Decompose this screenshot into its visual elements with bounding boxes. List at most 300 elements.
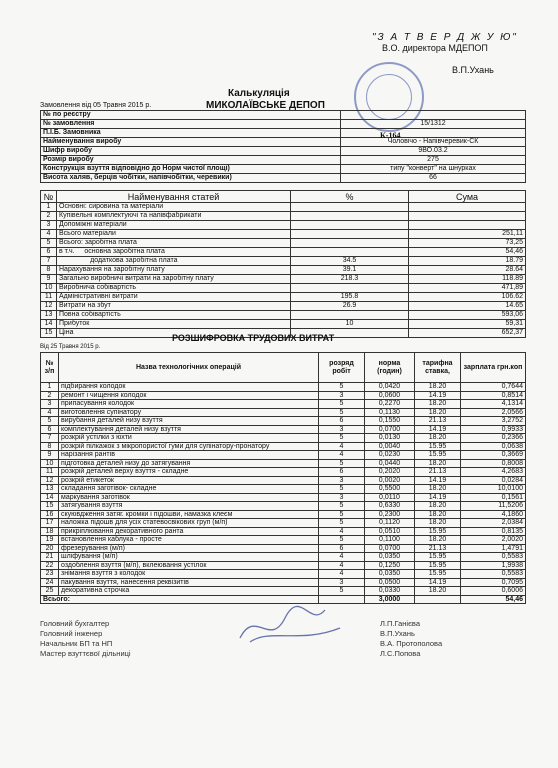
labor-pay: 2,0384: [461, 519, 526, 528]
summary-sum: [409, 248, 526, 257]
summary-pct: [291, 311, 409, 320]
labor-op: шліфування (м/п): [59, 553, 319, 562]
summary-row: [41, 266, 526, 275]
header-row: [41, 165, 526, 174]
labor-norm: 0,0700: [365, 425, 415, 434]
summary-sum-value: 118.89: [502, 275, 523, 282]
labor-rate: 21.13: [415, 544, 461, 553]
summary-name: Виробнича собівартість: [57, 284, 291, 293]
labor-rate: 18.20: [415, 510, 461, 519]
labor-head-pay: зарплата грн.коп: [461, 353, 526, 383]
labor-grade: 5: [319, 510, 365, 519]
summary-sum-value: 251,11: [502, 230, 523, 237]
labor-op: встановлення каблука - просте: [59, 536, 319, 545]
header-value: 15/1312: [341, 120, 526, 129]
labor-norm: 0,0600: [365, 391, 415, 400]
header-row: [41, 147, 526, 156]
summary-name: Повна собівартість: [57, 311, 291, 320]
labor-grade: 3: [319, 476, 365, 485]
labor-row: [41, 442, 526, 451]
labor-rate: 14.19: [415, 578, 461, 587]
labor-row: [41, 400, 526, 409]
labor-pay: 0,3669: [461, 451, 526, 460]
labor-row: [41, 485, 526, 494]
summary-name: Адміністративні витрати: [57, 293, 291, 302]
labor-op: декоративна строчка: [59, 587, 319, 596]
labor-op: пакування взуття, нанесення реквізитів: [59, 578, 319, 587]
summary-sum-value: 471,89: [501, 284, 523, 291]
labor-date: Від 25 Травня 2015 р.: [40, 344, 101, 350]
labor-n: 9: [41, 451, 59, 460]
summary-pct: [291, 248, 409, 257]
summary-sum: [409, 311, 526, 320]
labor-grade: 5: [319, 502, 365, 511]
labor-op: фрезерування (м/п): [59, 544, 319, 553]
labor-row: [41, 425, 526, 434]
labor-norm: 0,5500: [365, 485, 415, 494]
header-label: Висота халяв, берців чобітки, напівчобітки, черевики): [41, 174, 341, 183]
labor-row: [41, 468, 526, 477]
labor-n: 16: [41, 510, 59, 519]
labor-title: РОЗШИФРОВКА ТРУДОВИХ ВИТРАТ: [172, 333, 335, 343]
labor-row: [41, 476, 526, 485]
labor-op: виготовлення супінатору: [59, 408, 319, 417]
summary-sum-value: 28.64: [505, 266, 523, 273]
labor-total-pay: 54,46: [461, 595, 526, 604]
summary-name: Нарахування на заробітну плату: [57, 266, 291, 275]
labor-n: 5: [41, 417, 59, 426]
labor-norm: 0,6330: [365, 502, 415, 511]
labor-n: 3: [41, 400, 59, 409]
labor-norm: 0,1100: [365, 536, 415, 545]
labor-grade: 5: [319, 587, 365, 596]
summary-name: Допоміжні матеріали: [57, 221, 291, 230]
labor-grade: 5: [319, 459, 365, 468]
labor-rate: 15.95: [415, 442, 461, 451]
handwritten-code: К-164: [380, 131, 401, 140]
labor-n: 21: [41, 553, 59, 562]
summary-sum: [409, 329, 526, 338]
header-label: П.І.Б. Замовника: [41, 129, 341, 138]
labor-row: [41, 391, 526, 400]
labor-row: [41, 570, 526, 579]
summary-row: [41, 248, 526, 257]
labor-pay: 11,5206: [461, 502, 526, 511]
labor-pay: 0,5583: [461, 553, 526, 562]
labor-n: 18: [41, 527, 59, 536]
summary-sum: [409, 266, 526, 275]
signature-row: [40, 638, 460, 648]
labor-n: 4: [41, 408, 59, 417]
labor-norm: 0,0130: [365, 434, 415, 443]
labor-op: припасування колодок: [59, 400, 319, 409]
summary-sum: [409, 257, 526, 266]
summary-sum-value: 106.62: [501, 293, 523, 300]
signature-role: Головний бухгалтер: [40, 618, 110, 628]
labor-head-grade: розряд робіт: [319, 353, 365, 383]
labor-pay: 4,2683: [461, 468, 526, 477]
summary-n: 14: [41, 320, 57, 329]
labor-row: [41, 493, 526, 502]
summary-row: [41, 239, 526, 248]
summary-n: 1: [41, 203, 57, 212]
labor-n: 7: [41, 434, 59, 443]
summary-n: 8: [41, 266, 57, 275]
labor-row: [41, 459, 526, 468]
labor-pay: 10,0100: [461, 485, 526, 494]
header-row: [41, 120, 526, 129]
labor-rate: 18.20: [415, 400, 461, 409]
labor-norm: 0,0350: [365, 570, 415, 579]
summary-sum: [409, 239, 526, 248]
summary-row: [41, 212, 526, 221]
header-value: [341, 111, 526, 120]
summary-name: в т.ч. основна заробітна плата: [57, 248, 291, 257]
summary-pct: [291, 203, 409, 212]
labor-grade: 5: [319, 408, 365, 417]
labor-head-norm: норма (годин): [365, 353, 415, 383]
header-row: [41, 156, 526, 165]
labor-op: підготовка деталей низу до затягування: [59, 459, 319, 468]
header-value: типу "конверт" на шнурках: [341, 165, 526, 174]
labor-grade: 3: [319, 425, 365, 434]
header-row: [41, 174, 526, 183]
summary-sum: [409, 230, 526, 239]
labor-grade: 6: [319, 544, 365, 553]
labor-norm: 0,0700: [365, 544, 415, 553]
labor-n: 14: [41, 493, 59, 502]
labor-op: наложка підошв для усіх статевосвікових груп (м/п): [59, 519, 319, 528]
labor-grade: 3: [319, 493, 365, 502]
signature-row: [40, 648, 460, 658]
approval-name: В.П.Ухань: [452, 65, 494, 75]
order-date: Замовлення від 05 Травня 2015 р.: [40, 102, 152, 109]
labor-n: 24: [41, 578, 59, 587]
header-label: № замовлення: [41, 120, 341, 129]
labor-n: 22: [41, 561, 59, 570]
summary-name: додаткова заробітна плата: [57, 257, 291, 266]
labor-pay: 4,1314: [461, 400, 526, 409]
labor-pay: 0,8135: [461, 527, 526, 536]
header-row: [41, 111, 526, 120]
labor-grade: 4: [319, 527, 365, 536]
labor-rate: 18.20: [415, 383, 461, 392]
labor-rate: 15.95: [415, 570, 461, 579]
labor-row: [41, 578, 526, 587]
labor-pay: 2,0020: [461, 536, 526, 545]
labor-row: [41, 587, 526, 596]
approval-position: В.О. директора МДЕПОП: [382, 43, 488, 53]
labor-norm: 0,0110: [365, 493, 415, 502]
summary-sum-value: 59,31: [505, 320, 523, 327]
labor-rate: 18.20: [415, 587, 461, 596]
labor-pay: 4,1860: [461, 510, 526, 519]
summary-n: 2: [41, 212, 57, 221]
labor-rate: 15.95: [415, 451, 461, 460]
labor-norm: 0,0420: [365, 383, 415, 392]
labor-n: 2: [41, 391, 59, 400]
labor-rate: 15.95: [415, 553, 461, 562]
header-label: Розмір виробу: [41, 156, 341, 165]
summary-head-name: Найменування статей: [57, 191, 291, 203]
labor-op: розкрій деталей верху взуття - складне: [59, 468, 319, 477]
labor-op: нарізання рантів: [59, 451, 319, 460]
summary-row: [41, 320, 526, 329]
summary-sum-value: 593,06: [501, 311, 523, 318]
labor-grade: 3: [319, 578, 365, 587]
labor-n: 12: [41, 476, 59, 485]
summary-name: Купівельні комплектуючі та напівфабрикати: [57, 212, 291, 221]
labor-grade: 4: [319, 451, 365, 460]
summary-n: 10: [41, 284, 57, 293]
header-value: Чоловічо - Напівчеревик-СК: [341, 138, 526, 147]
header-label: Конструкція взуття відповідно до Норм чистої площі): [41, 165, 341, 174]
signatures-block: [40, 618, 460, 658]
labor-op: комплектування деталей низу взуття: [59, 425, 319, 434]
summary-sum: [409, 203, 526, 212]
summary-name: Прибуток: [57, 320, 291, 329]
labor-op: розкрій пілкажок з мікропористої гуми для супінатору-пронатору: [59, 442, 319, 451]
signature-role: Головний інженер: [40, 628, 103, 638]
labor-op: знімання взуття з колодок: [59, 570, 319, 579]
summary-name: Основні: сировина та матеріали: [57, 203, 291, 212]
labor-total-empty-rate: [415, 595, 461, 604]
labor-op: маркування заготівок: [59, 493, 319, 502]
summary-sum: [409, 293, 526, 302]
labor-op: оздоблення взуття (м/п), вклеювання устілок: [59, 561, 319, 570]
labor-rate: 18.20: [415, 502, 461, 511]
summary-sum: [409, 212, 526, 221]
summary-sum: [409, 275, 526, 284]
summary-row: [41, 221, 526, 230]
summary-pct: 10: [291, 320, 409, 329]
labor-norm: 0,1130: [365, 408, 415, 417]
header-value: [341, 129, 526, 138]
summary-header-row: [41, 191, 526, 203]
labor-op: скуювдження затяг. кромки і підошви, намазка клеєм: [59, 510, 319, 519]
summary-n: 7: [41, 257, 57, 266]
summary-sum-value: 652,37: [501, 329, 523, 336]
labor-op: ремонт і чищення колодок: [59, 391, 319, 400]
labor-norm: 0,0230: [365, 451, 415, 460]
labor-norm: 0,0040: [365, 442, 415, 451]
labor-pay: 1,9938: [461, 561, 526, 570]
labor-head-rate: тарифна ставка,: [415, 353, 461, 383]
summary-sum-value: 73,25: [505, 239, 523, 246]
labor-rate: 18.20: [415, 459, 461, 468]
labor-op: підбирання колодок: [59, 383, 319, 392]
labor-pay: 1,4791: [461, 544, 526, 553]
header-value: 66: [341, 174, 526, 183]
labor-n: 6: [41, 425, 59, 434]
summary-head-sum: Сума: [409, 191, 526, 203]
labor-n: 20: [41, 544, 59, 553]
labor-n: 15: [41, 502, 59, 511]
summary-name: Ціна: [57, 329, 291, 338]
labor-n: 23: [41, 570, 59, 579]
summary-head-pct: %: [291, 191, 409, 203]
labor-op: розкрій устілки з юхти: [59, 434, 319, 443]
labor-pay: 0,7095: [461, 578, 526, 587]
labor-pay: 0,9933: [461, 425, 526, 434]
summary-row: [41, 311, 526, 320]
labor-grade: 5: [319, 434, 365, 443]
labor-grade: 5: [319, 519, 365, 528]
summary-sum-value: 54,46: [505, 248, 523, 255]
labor-row: [41, 527, 526, 536]
summary-table: [40, 190, 526, 338]
labor-rate: 18.20: [415, 536, 461, 545]
summary-name: Загально виробничі витрати на заробітну плату: [57, 275, 291, 284]
summary-row: [41, 302, 526, 311]
labor-row: [41, 417, 526, 426]
summary-n: 3: [41, 221, 57, 230]
calc-title: Калькуляція: [228, 88, 290, 99]
summary-name: Всього: заробітна плата: [57, 239, 291, 248]
labor-total-norm: 3,0000: [365, 595, 415, 604]
summary-pct: [291, 239, 409, 248]
labor-row: [41, 434, 526, 443]
summary-pct: 34.5: [291, 257, 409, 266]
labor-norm: 0,1120: [365, 519, 415, 528]
labor-grade: 5: [319, 383, 365, 392]
labor-pay: 0,1561: [461, 493, 526, 502]
labor-head-op: Назва технологічних операцій: [59, 353, 319, 383]
labor-pay: 0,8514: [461, 391, 526, 400]
approval-title: "З А Т В Е Р Д Ж У Ю": [372, 32, 518, 43]
calc-subtitle: МИКОЛАЇВСЬКЕ ДЕПОП: [206, 100, 325, 111]
header-table: [40, 110, 526, 183]
labor-row: [41, 553, 526, 562]
summary-n: 6: [41, 248, 57, 257]
summary-n: 9: [41, 275, 57, 284]
summary-sum: [409, 320, 526, 329]
labor-pay: 0,7644: [461, 383, 526, 392]
labor-n: 25: [41, 587, 59, 596]
summary-sum: [409, 302, 526, 311]
signature-name: Л.С.Попова: [380, 648, 421, 658]
labor-row: [41, 383, 526, 392]
labor-rate: 18.20: [415, 408, 461, 417]
summary-row: [41, 284, 526, 293]
summary-sum: [409, 221, 526, 230]
summary-pct: 195.8: [291, 293, 409, 302]
labor-pay: 0,8008: [461, 459, 526, 468]
summary-row: [41, 230, 526, 239]
labor-pay: 0,0638: [461, 442, 526, 451]
signature-role: Начальник БП та НП: [40, 638, 113, 648]
header-label: Шифр виробу: [41, 147, 341, 156]
labor-rate: 18.20: [415, 519, 461, 528]
signature-row: [40, 618, 460, 628]
header-label: Найменування виробу: [41, 138, 341, 147]
labor-grade: 4: [319, 570, 365, 579]
labor-n: 10: [41, 459, 59, 468]
summary-pct: 218.3: [291, 275, 409, 284]
signature-name: В.П.Ухань: [380, 628, 415, 638]
labor-norm: 0,0500: [365, 578, 415, 587]
summary-n: 13: [41, 311, 57, 320]
labor-norm: 0,0440: [365, 459, 415, 468]
signature-row: [40, 628, 460, 638]
labor-rate: 14.19: [415, 476, 461, 485]
labor-norm: 0,2020: [365, 468, 415, 477]
labor-total-label: Всього:: [41, 595, 319, 604]
labor-row: [41, 536, 526, 545]
labor-rate: 18.20: [415, 485, 461, 494]
summary-pct: 26.9: [291, 302, 409, 311]
labor-n: 1: [41, 383, 59, 392]
labor-op: розкрій етикеток: [59, 476, 319, 485]
labor-table: [40, 352, 526, 604]
labor-n: 17: [41, 519, 59, 528]
labor-grade: 4: [319, 553, 365, 562]
labor-rate: 15.95: [415, 561, 461, 570]
labor-op: затягування взуття: [59, 502, 319, 511]
header-row: [41, 138, 526, 147]
summary-row: [41, 203, 526, 212]
summary-n: 11: [41, 293, 57, 302]
summary-pct: [291, 221, 409, 230]
labor-norm: 0,2270: [365, 400, 415, 409]
labor-norm: 0,2300: [365, 510, 415, 519]
summary-row: [41, 275, 526, 284]
summary-n: 12: [41, 302, 57, 311]
labor-pay: 0,5583: [461, 570, 526, 579]
labor-n: 13: [41, 485, 59, 494]
header-value: 275: [341, 156, 526, 165]
signature-name: Л.П.Ганієва: [380, 618, 420, 628]
labor-n: 8: [41, 442, 59, 451]
labor-row: [41, 561, 526, 570]
summary-n: 15: [41, 329, 57, 338]
labor-row: [41, 502, 526, 511]
header-row: [41, 129, 526, 138]
labor-rate: 14.19: [415, 493, 461, 502]
labor-grade: 5: [319, 400, 365, 409]
labor-n: 11: [41, 468, 59, 477]
labor-row: [41, 519, 526, 528]
labor-op: вирубання деталей низу взуття: [59, 417, 319, 426]
labor-pay: 0,2366: [461, 434, 526, 443]
labor-rate: 18.20: [415, 434, 461, 443]
labor-rate: 14.19: [415, 425, 461, 434]
labor-rate: 21.13: [415, 468, 461, 477]
labor-row: [41, 451, 526, 460]
labor-rate: 15.95: [415, 527, 461, 536]
summary-row: [41, 293, 526, 302]
header-value: 9ВО.03.2: [341, 147, 526, 156]
summary-n: 4: [41, 230, 57, 239]
labor-n: 19: [41, 536, 59, 545]
summary-pct: [291, 284, 409, 293]
labor-grade: 5: [319, 485, 365, 494]
labor-header-row: [41, 353, 526, 383]
signature-name: В.А. Протополова: [380, 638, 443, 648]
signature-role: Мастер взуттєвої дільниці: [40, 648, 131, 658]
labor-norm: 0,0350: [365, 553, 415, 562]
labor-norm: 0,1250: [365, 561, 415, 570]
header-label: № по реєстру: [41, 111, 341, 120]
summary-pct: [291, 212, 409, 221]
labor-row: [41, 408, 526, 417]
labor-grade: 4: [319, 442, 365, 451]
labor-op: прикріплювання декоративного ранта: [59, 527, 319, 536]
labor-grade: 5: [319, 536, 365, 545]
labor-pay: 2,0566: [461, 408, 526, 417]
summary-pct: 39.1: [291, 266, 409, 275]
summary-pct: [291, 230, 409, 239]
